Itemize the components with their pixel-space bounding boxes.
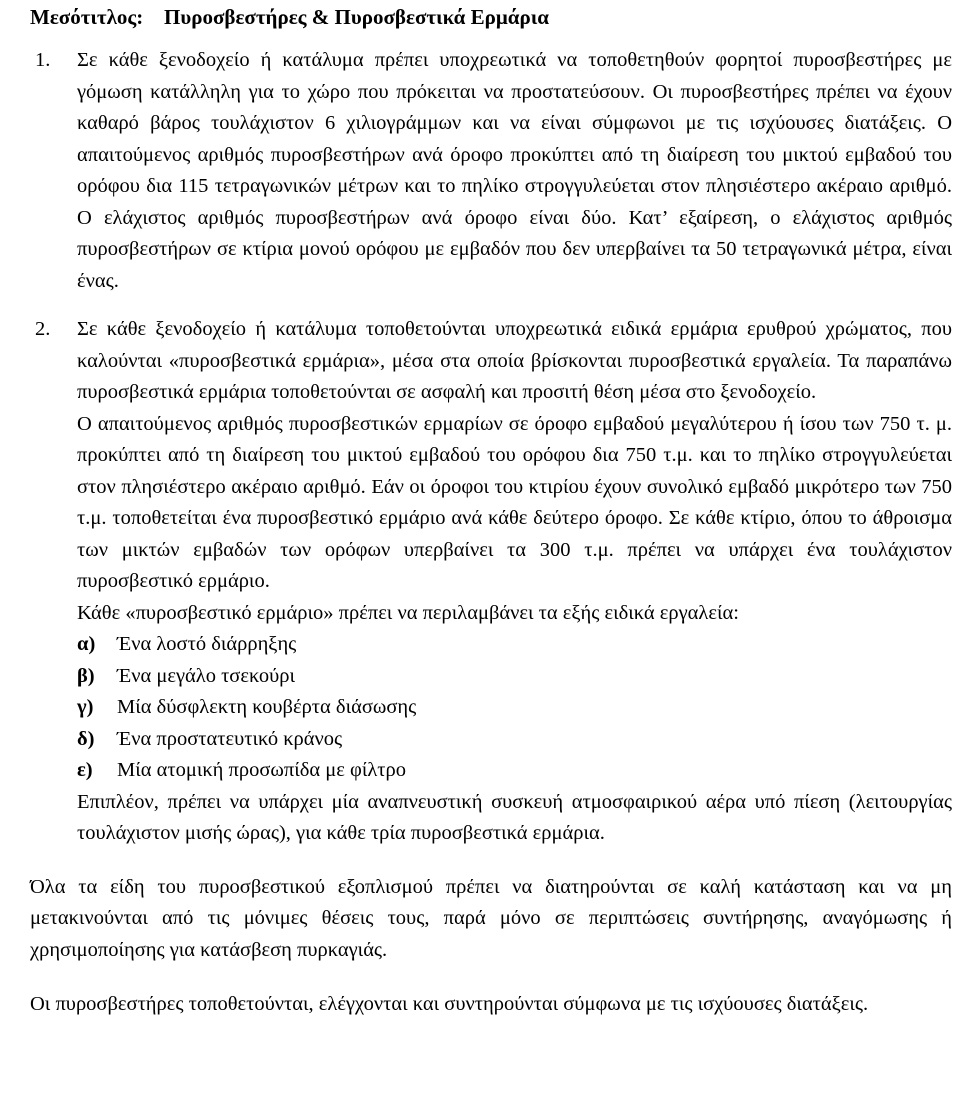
tool-text: Ένα προστατευτικό κράνος (117, 727, 343, 750)
tool-item (77, 692, 952, 724)
section-2-text: Σε κάθε ξενοδοχείο ή κατάλυμα τοποθετούνται υποχρεωτικά ειδικά ερμάρια ερυθρού χρώματος, που καλούνται «πυροσβεστικά ερμάρια», μέσα στα οποία βρίσκονται πυροσβεστικά εργαλεία. Τα παραπάνω πυροσβεστικά ερμάρια τοποθετούνται σε ασφαλή και προσιτή θέση μέσα στο ξενοδοχείο. (77, 318, 952, 403)
section-1-text: Σε κάθε ξενοδοχείο ή κατάλυμα πρέπει υποχρεωτικά να τοποθετηθούν φορητοί πυροσβεστήρες με γόμωση κατάλληλη για το χώρο που πρόκειται να προστατεύσουν. Οι πυροσβεστήρες πρέπει να έχουν καθαρό βάρος τουλάχιστον 6 χιλιογράμμων και να είναι σύμφωνοι με τις ισχύουσες διατάξεις. Ο απαιτούμενος αριθμός πυροσβεστήρων ανά όροφο προκύπτει από τη διαίρεση του μικτού εμβαδού του ορόφου δια 115 τετραγωνικών μέτρων και το πηλίκο στρογγυλεύεται στον πλησιέστερο ακέραιο αριθμό. Ο ελάχιστος αριθμός πυροσβεστήρων ανά όροφο είναι δύο. Κατ’ εξαίρεση, ο ελάχιστος αριθμός πυροσβεστήρων σε κτίρια μονού ορόφου με εμβαδόν που δεν υπερβαίνει τα 50 τετραγωνικά μέτρα, είναι ένας. (77, 49, 952, 292)
section-2-number: 2. (35, 318, 51, 340)
subtitle-text: Πυροσβεστήρες & Πυροσβεστικά Ερμάρια (164, 5, 549, 29)
subtitle (30, 0, 952, 32)
tool-marker: α) (77, 633, 96, 655)
tool-text: Μία ατομική προσωπίδα με φίλτρο (117, 759, 407, 781)
maintenance-paragraph: Όλα τα είδη του πυροσβεστικού εξοπλισμού πρέπει να διατηρούνται σε καλή κατάσταση και να μη μετακινούνται από τις μόνιμες θέσεις τους, παρά μόνο σε περιπτώσεις συντήρησης, αναγόμωσης ή χρησιμοποίησης για κατάσβεση πυρκαγιάς. (30, 875, 952, 961)
tool-marker: γ) (77, 696, 94, 718)
tool-text: Ένα λοστό διάρρηξης (117, 633, 297, 655)
cabinet-requirement-text: Ο απαιτούμενος αριθμός πυροσβεστικών ερμαρίων σε όροφο εμβαδού μεγαλύτερου ή ίσου των 750 τ. μ. προκύπτει από τη διαίρεση του μικτού εμβαδού του ορόφου δια 750 τ.μ. και το πηλίκο στρογγυλεύεται στον πλησιέστερο ακέραιο αριθμό. Εάν οι όροφοι του κτιρίου έχουν συνολικό εμβαδό μικρότερο των 750 τ.μ. τοποθετείται ένα πυροσβεστικό ερμάριο ανά κάθε δεύτερο όροφο. Σε κάθε κτίριο, όπου το άθροισμα των μικτών εμβαδών των ορόφων υπερβαίνει τα 300 τ.μ. πρέπει να υπάρχει ένα τουλάχιστον πυροσβεστικό ερμάριο. (77, 412, 952, 592)
subtitle-label: Μεσότιτλος: (30, 5, 144, 29)
tools-intro: Κάθε «πυροσβεστικό ερμάριο» πρέπει να περιλαμβάνει τα εξής ειδικά εργαλεία: (77, 601, 739, 624)
tool-item (77, 724, 952, 756)
compliance-paragraph: Οι πυροσβεστήρες τοποθετούνται, ελέγχονται και συντηρούνται σύμφωνα με τις ισχύουσες διατάξεις. (30, 993, 869, 1015)
tool-marker: ε) (77, 759, 93, 781)
tools-list (77, 629, 952, 787)
tool-marker: δ) (77, 727, 95, 750)
tool-marker: β) (77, 664, 95, 687)
tool-item (77, 629, 952, 661)
tool-item (77, 661, 952, 693)
document-page (30, 0, 952, 1041)
section-1 (30, 45, 952, 297)
breathing-apparatus-text: Επιπλέον, πρέπει να υπάρχει μία αναπνευστική συσκευή ατμοσφαιρικού αέρα υπό πίεση (λειτουργίας τουλάχιστον μισής ώρας), για κάθε τρία πυροσβεστικά ερμάρια. (77, 790, 952, 844)
tool-text: Ένα μεγάλο τσεκούρι (117, 664, 295, 687)
section-1-number: 1. (35, 49, 51, 71)
tool-text: Μία δύσφλεκτη κουβέρτα διάσωσης (117, 696, 417, 718)
tool-item (77, 755, 952, 787)
section-2 (30, 314, 952, 850)
